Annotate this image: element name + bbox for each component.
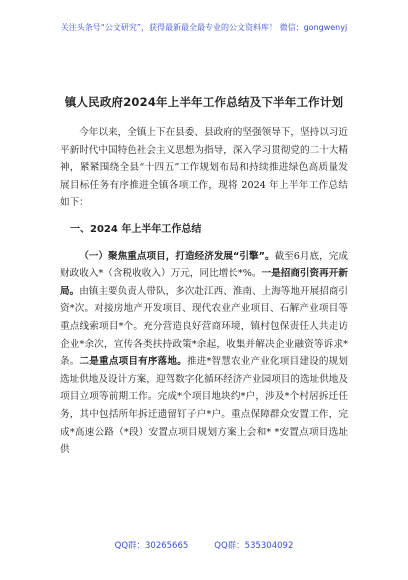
document-body (60, 124, 348, 459)
qq-group-1: QQ群：30265665 (114, 541, 189, 551)
qq-group-2: QQ群：535304092 (214, 541, 294, 551)
section-heading: 一、2024 年上半年工作总结 (70, 223, 202, 235)
subsection-heading: （一）聚焦重点项目，打造经济发展“引擎”。 (79, 250, 275, 262)
point-text-1: 由镇主要负责人带队，多次赴江西、淮南、上海等地开展招商引资*次。对接房地产开发项目、现代农业产业项目、石解产业项目等重点线索项目*个。充分营造良好营商环境，镇村包保责任人共走访企业*余次，宣传各类扶持政策*余起，收集并解决企业融资等诉求*条。 (60, 285, 349, 368)
point-heading-2: 二是重点项目有序落地。 (79, 356, 187, 368)
promo-header: 关注头条号“公文研究”，获得最新最全最专业的公文资料库！ 微信：gongwenyj (60, 23, 348, 32)
subsection-text: 截至6月底，完成财政收入*（含税收收入）万元，同比增长*%。 (60, 250, 348, 280)
subsection-paragraph (60, 248, 348, 459)
point-text-2: 推进*智慧农业产业化项目建设的规划选址供地及设计方案，迎驾数字化循环经济产业园项目的选址供地及项目立项等前期工作。完成*个项目地块约*户，涉及*个村居拆迁任务，其中包括所年拆迁遗留钉子户*户。重点保障群众安置工作，完成*高速公路（*段）安置点项目规划方案上会和* *安置点项目选址供 (60, 356, 348, 456)
intro-paragraph: 今年以来，全镇上下在县委、县政府的坚强领导下，坚持以习近平新时代中国特色社会主义思想为指导，深入学习贯彻党的二十大精神，紧紧围绕全县“十四五”工作规划布局和持续推进绿色高质量发展目标任务有序推进全镇各项工作，现将 2024 年上半年工作总结如下： (60, 127, 348, 209)
point-heading-1: 一是招商引资再开新局。 (60, 268, 348, 297)
document-title: 镇人民政府2024年上半年工作总结及下半年工作计划 (64, 95, 344, 109)
contact-footer (0, 539, 408, 551)
